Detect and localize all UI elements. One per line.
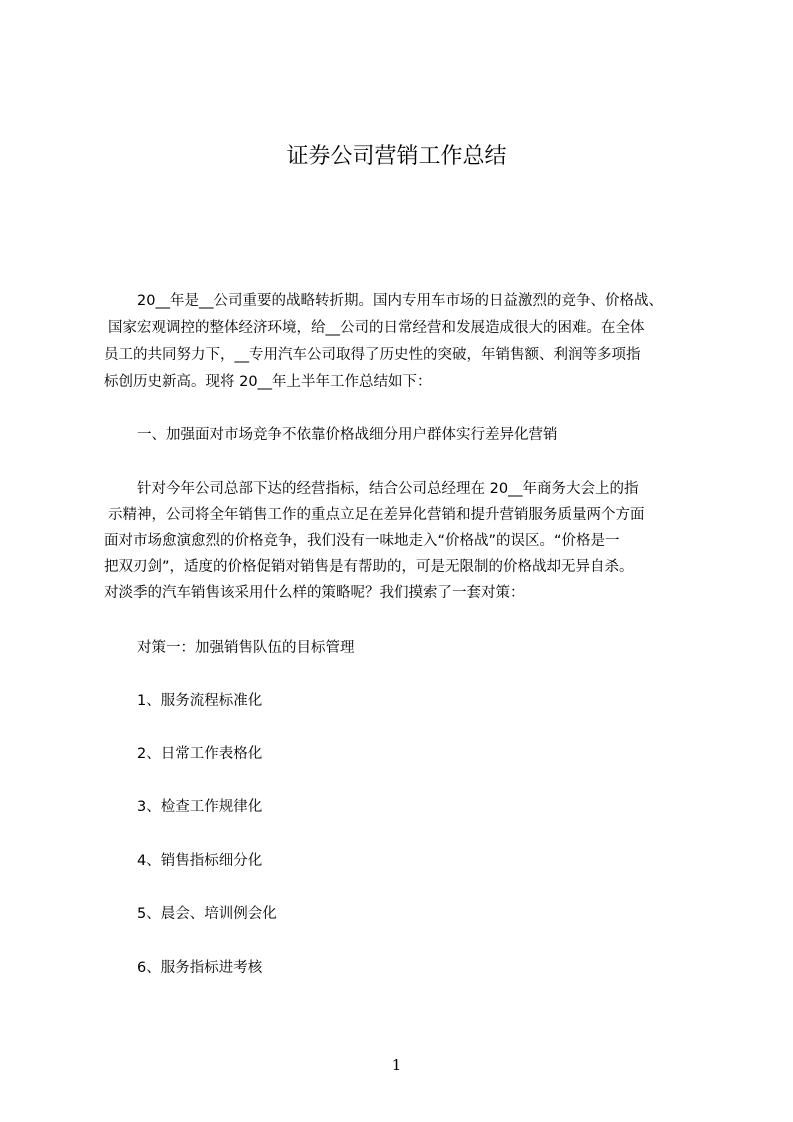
list-item: 6、服务指标进考核 [137, 960, 263, 976]
list-item: 3、检查工作规律化 [137, 799, 263, 815]
list-item: 4、销售指标细分化 [137, 853, 263, 869]
intro-line: 国家宏观调控的整体经济环境，给__公司的日常经营和发展造成很大的困难。在全体 [108, 320, 645, 336]
section1-line: 对淡季的汽车销售该采用什么样的策略呢？我们摸索了一套对策： [104, 585, 525, 601]
section1-line: 把双刃剑”，适度的价格促销对销售是有帮助的，可是无限制的价格战却无异自杀。 [104, 559, 634, 575]
intro-line: 20__年是__公司重要的战略转折期。国内专用车市场的日益激烈的竞争、价格战、 [137, 293, 663, 309]
intro-line: 员工的共同努力下，__专用汽车公司取得了历史性的突破，年销售额、利润等多项指 [104, 347, 641, 363]
section1-line: 针对今年公司总部下达的经营指标，结合公司总经理在 20__年商务大会上的指 [137, 481, 639, 497]
section1-line: 面对市场愈演愈烈的价格竞争，我们没有一味地走入“价格战”的误区。“价格是一 [104, 533, 620, 549]
page-number: 1 [391, 1056, 402, 1074]
intro-line: 标创历史新高。现将 20__年上半年工作总结如下： [104, 374, 432, 390]
list-item: 1、服务流程标准化 [137, 693, 263, 709]
section1-line: 示精神，公司将全年销售工作的重点立足在差异化营销和提升营销服务质量两个方面 [108, 507, 645, 523]
list-item: 2、日常工作表格化 [137, 746, 263, 762]
list-item: 5、晨会、培训例会化 [137, 906, 277, 922]
strategy1-heading: 对策一：加强销售队伍的目标管理 [137, 640, 355, 656]
section1-heading: 一、加强面对市场竞争不依靠价格战细分用户群体实行差异化营销 [137, 427, 558, 443]
document-title: 证券公司营销工作总结 [286, 144, 507, 169]
